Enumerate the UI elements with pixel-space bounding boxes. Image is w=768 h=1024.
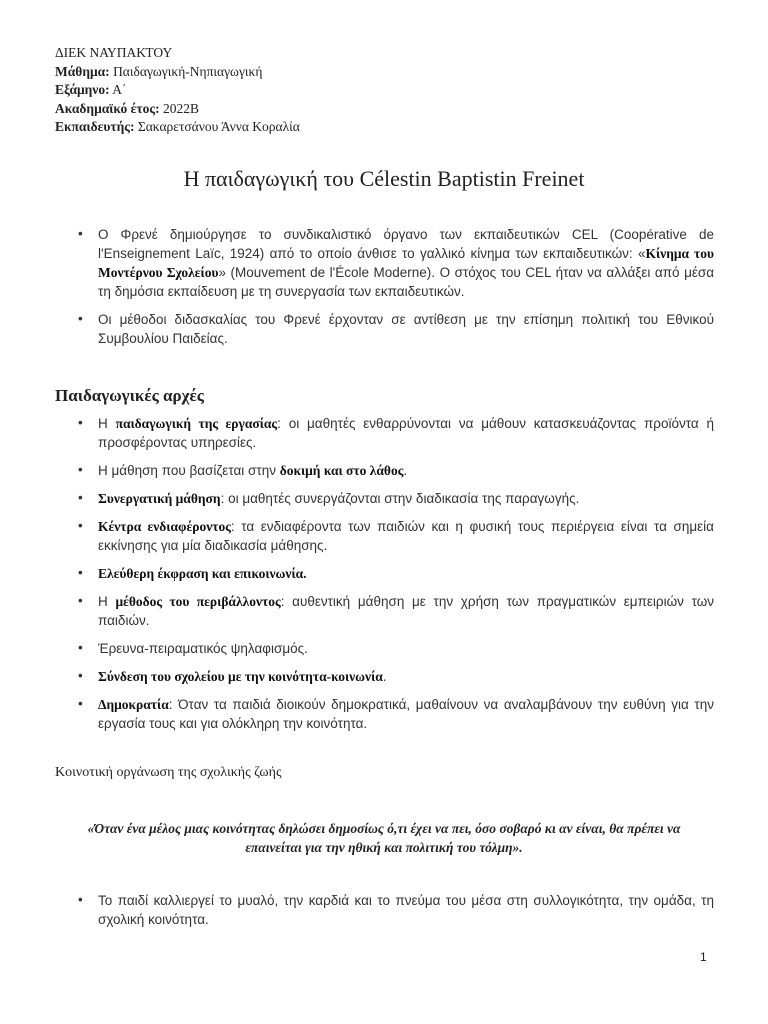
item-emphasis: Κέντρα ενδιαφέροντος: [98, 519, 231, 534]
item-text: Η μάθηση που βασίζεται στην: [98, 463, 280, 478]
item-text-rest: : οι μαθητές ενθαρρύνονται να μάθουν κατασκευάζοντας προϊόντα ή προσφέροντας υπηρεσίες.: [98, 416, 714, 450]
list-item: [78, 667, 714, 686]
list-item: [78, 489, 714, 508]
item-emphasis: Συνεργατική μάθηση: [98, 491, 221, 506]
item-text: Οι μέθοδοι διδασκαλίας του Φρενέ έρχονταν σε αντίθεση με την επίσημη πολιτική του Εθνικού Συμβουλίου Παιδείας.: [98, 312, 714, 346]
item-text: Έρευνα-πειραματικός ψηλαφισμός.: [98, 641, 308, 656]
item-text-rest: : τα ενδιαφέροντα των παιδιών και η φυσική τους περιέργεια είναι τα σημεία εκκίνησης για μία διαδικασία μάθησης.: [98, 519, 714, 553]
semester-label: Εξάμηνο:: [55, 82, 110, 97]
principles-heading: Παιδαγωγικές αρχές: [55, 386, 204, 405]
list-item: [78, 461, 714, 480]
item-text-rest: .: [382, 669, 387, 684]
school-name: ΔΙΕΚ ΝΑΥΠΑΚΤΟΥ: [55, 45, 173, 60]
bullet-icon: •: [78, 696, 83, 712]
list-item: [78, 695, 714, 733]
teacher-label: Εκπαιδευτής:: [55, 119, 135, 134]
year-line: [55, 100, 300, 119]
item-text-rest: : οι μαθητές συνεργάζονται στην διαδικασία της παραγωγής.: [220, 491, 580, 506]
bullet-icon: •: [78, 518, 83, 534]
item-emphasis: Δημοκρατία: [98, 697, 169, 712]
closing-list: [78, 891, 714, 938]
bullet-icon: •: [78, 226, 83, 242]
item-text-rest: : Όταν τα παιδιά διοικούν δημοκρατικά, μαθαίνουν να αναλαμβάνουν την ευθύνη για την εργασία τους και για ολόκληρη την κοινότητα.: [98, 697, 714, 731]
document-header: [55, 44, 300, 137]
bullet-icon: •: [78, 892, 83, 908]
list-item: [78, 564, 714, 583]
item-emphasis: Κίνημα του Μοντέρνου Σχολείου: [98, 246, 714, 280]
list-item: [78, 639, 714, 658]
bullet-icon: •: [78, 311, 83, 327]
item-emphasis: παιδαγωγική της εργασίας: [115, 416, 278, 431]
item-text: Η: [98, 416, 116, 431]
subject-value: Παιδαγωγική-Νηπιαγωγική: [109, 63, 263, 79]
item-text-rest: » (Mouvement de l'École Moderne). Ο στόχος του CEL ήταν να αλλάξει από μέσα τη δημόσια εκπαίδευση με τη συνεργασία των εκπαιδευτικών.: [98, 265, 714, 299]
bullet-icon: •: [78, 462, 83, 478]
item-emphasis: Ελεύθερη έκφραση και επικοινωνία.: [98, 566, 307, 581]
list-item: [78, 891, 714, 929]
item-text: Η: [98, 594, 116, 609]
intro-list: [78, 225, 714, 357]
list-item: [78, 225, 714, 301]
list-item: [78, 414, 714, 452]
teacher-line: [55, 118, 300, 137]
bullet-icon: •: [78, 593, 83, 609]
document-title: Η παιδαγωγική του Célestin Baptistin Freinet: [183, 166, 585, 191]
item-emphasis: Σύνδεση του σχολείου με την κοινότητα-κοινωνία: [98, 669, 383, 684]
principles-list: [78, 414, 714, 742]
year-value: 2022Β: [159, 100, 199, 116]
list-item: [78, 517, 714, 555]
list-item: [78, 310, 714, 348]
year-label: Ακαδημαϊκό έτος:: [55, 100, 160, 116]
bullet-icon: •: [78, 640, 83, 656]
item-text: Το παιδί καλλιεργεί το μυαλό, την καρδιά και το πνεύμα του μέσα στη συλλογικότητα, την ομάδα, τη σχολική κοινότητα.: [98, 893, 714, 927]
list-item: [78, 592, 714, 630]
item-emphasis: δοκιμή και στο λάθος: [279, 463, 404, 478]
semester-value: Α΄: [109, 82, 127, 97]
bullet-icon: •: [78, 565, 83, 581]
semester-line: [55, 81, 300, 100]
teacher-value: Σακαρετσάνου Άννα Κοραλία: [134, 119, 300, 134]
bullet-icon: •: [78, 668, 83, 684]
item-emphasis: μέθοδος του περιβάλλοντος: [115, 594, 281, 609]
bullet-icon: •: [78, 490, 83, 506]
community-heading: Κοινοτική οργάνωση της σχολικής ζωής: [55, 765, 282, 780]
page-number: 1: [700, 950, 707, 964]
item-text: Ο Φρενέ δημιούργησε το συνδικαλιστικό όργανο των εκπαιδευτικών CEL (Coopérative de l'Enseignement Laïc, 1924) από το οποίο άνθισε το γαλλικό κίνημα των εκπαιδευτικών: «: [98, 227, 714, 261]
item-text-rest: .: [403, 463, 408, 478]
subject-line: [55, 63, 300, 82]
subject-label: Μάθημα:: [55, 63, 110, 79]
freinet-quote: «Όταν ένα μέλος μιας κοινότητας δηλώσει δημοσίως ό,τι έχει να πει, όσο σοβαρό κι αν είναι, θα πρέπει να επαινείται για την ηθική και πολιτική του τόλμη».: [87, 821, 681, 855]
bullet-icon: •: [78, 415, 83, 431]
item-text-rest: : αυθεντική μάθηση με την χρήση των πραγματικών εμπειριών των παιδιών.: [98, 594, 714, 628]
